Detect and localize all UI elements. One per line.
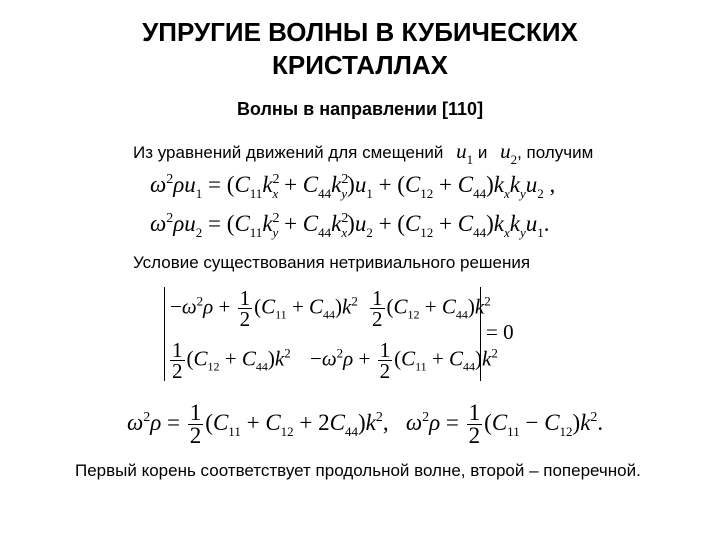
equation-2: $\omega^2\rho u_2 = (C_{11}k^2_y + C_{44}k^2_x)u_2 + (C_{12} + C_{44})k_xk_yu_1$. bbox=[150, 211, 550, 240]
matrix-cell-22: $-\omega^2\rho$ + $\frac{1}{2}$ $(C_{11} + C_{44})k^2$ bbox=[310, 338, 498, 383]
slide-title bbox=[0, 16, 720, 82]
determinant-equals-zero: = 0 bbox=[486, 320, 514, 344]
matrix-cell-12: $\frac{1}{2}$ $(C_{12} + C_{44})k^2$ bbox=[372, 286, 491, 331]
symbol-u1: $u_1$ bbox=[456, 139, 474, 167]
equation-1: $\omega^2\rho u_1 = (C_{11}k^2_x + C_{44}k^2_y)u_1 + (C_{12} + C_{44})k_xk_yu_2$ , bbox=[150, 172, 556, 201]
intro-line bbox=[133, 139, 594, 167]
symbol-u2: $u_2$ bbox=[500, 139, 518, 167]
matrix-cell-11: $-\omega^2\rho$ + $\frac{1}{2}$ $(C_{11} + C_{44})k^2$ bbox=[170, 286, 358, 331]
intro-prefix: Из уравнений движений для смещений bbox=[133, 143, 444, 162]
intro-and: и bbox=[477, 143, 488, 162]
conclusion-text: Первый корень соответствует продольной волне, второй – поперечной. bbox=[75, 461, 641, 480]
roots-equation: $\omega^2\rho$ = $\frac{1}{2}$ $(C_{11} + C_{12} + 2C_{44})k^2$, $\omega^2\rho$ = $\frac{1}{2}$ $(C_{11} - C_{12})k^2$. bbox=[127, 400, 604, 448]
intro-suffix: , получим bbox=[517, 143, 594, 162]
determinant-left-bar bbox=[164, 287, 165, 381]
matrix-cell-21: $\frac{1}{2}$ $(C_{12} + C_{44})k^2$ bbox=[172, 338, 291, 383]
slide-subtitle: Волны в направлении [110] bbox=[236, 99, 484, 119]
title-line-1: УПРУГИЕ ВОЛНЫ В КУБИЧЕСКИХ bbox=[142, 17, 578, 47]
title-line-2: КРИСТАЛЛАХ bbox=[272, 50, 448, 80]
condition-text: Условие существования нетривиального решения bbox=[133, 253, 531, 272]
